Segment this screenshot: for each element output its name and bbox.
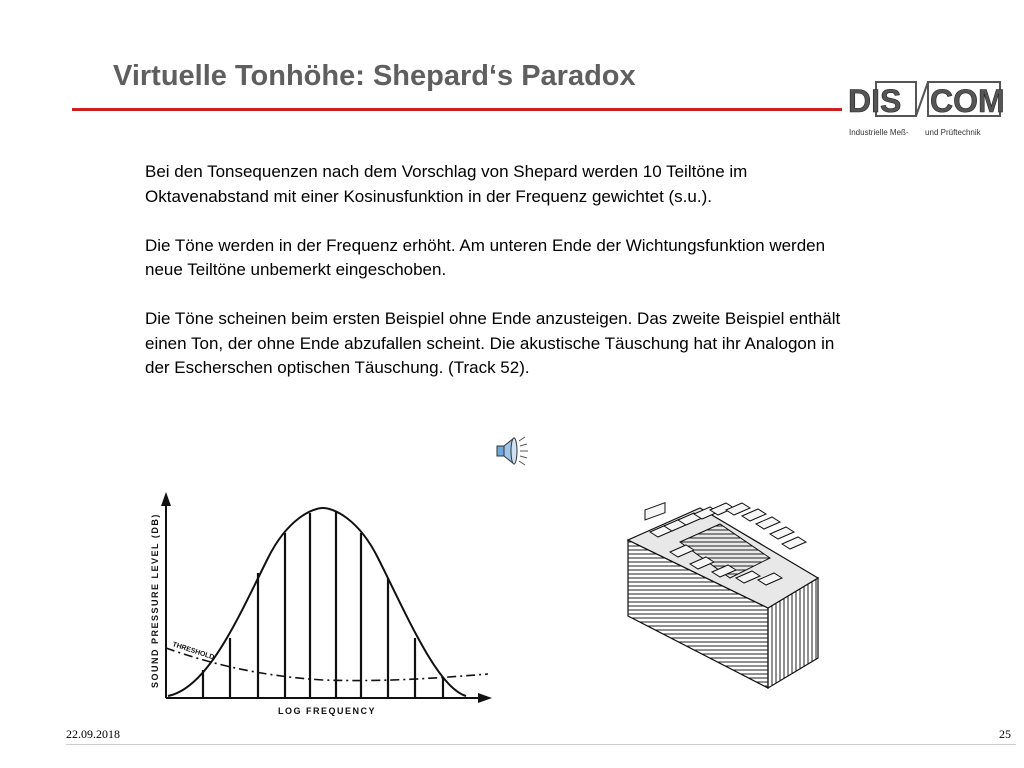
paragraph-2: Die Töne werden in der Frequenz erhöht. Am unteren Ende der Wichtungsfunktion werden neue Teiltöne unbemerkt eingeschoben. bbox=[145, 235, 826, 279]
body-text bbox=[145, 160, 845, 405]
paragraph-1: Bei den Tonsequenzen nach dem Vorschlag von Shepard werden 10 Teiltöne im Oktavenabstand mit einer Kosinusfunktion in der Frequenz gewichtet (s.u.). bbox=[145, 162, 748, 206]
footer-page-number: 25 bbox=[999, 727, 1011, 741]
footer-divider bbox=[66, 744, 1016, 745]
speaker-icon[interactable] bbox=[494, 433, 530, 469]
weighting-curve-figure bbox=[148, 478, 500, 718]
title-underline bbox=[72, 108, 842, 111]
x-axis-label: LOG FREQUENCY bbox=[278, 706, 377, 716]
logo-subtitle-right: und Prüftechnik bbox=[925, 128, 981, 137]
logo-subtitle-left: Industrielle Meß- bbox=[849, 128, 909, 137]
y-axis-label: SOUND PRESSURE LEVEL (DB) bbox=[150, 513, 160, 688]
impossible-staircase-illustration bbox=[590, 480, 880, 692]
slide-title: Virtuelle Tonhöhe: Shepard‘s Paradox bbox=[113, 60, 636, 92]
footer-date: 22.09.2018 bbox=[66, 727, 120, 741]
logo-text-dis: DIS bbox=[848, 83, 902, 119]
threshold-label: THRESHOLD bbox=[171, 641, 215, 662]
logo-subtitle bbox=[849, 128, 981, 137]
paragraph-3: Die Töne scheinen beim ersten Beispiel ohne Ende anzusteigen. Das zweite Beispiel enthält einen Ton, der ohne Ende abzufallen scheint. Die akustische Täuschung hat ihr Analogon in der Escherschen optischen Täuschung. (Track 52). bbox=[145, 309, 841, 377]
logo-text-com: COM bbox=[930, 83, 1005, 119]
